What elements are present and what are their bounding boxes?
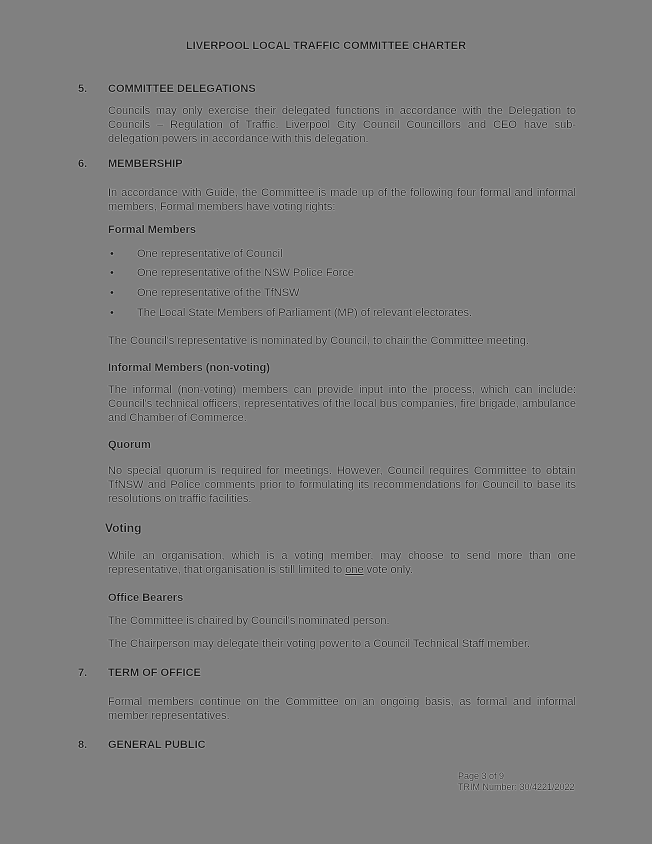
section-6-heading: MEMBERSHIP [108, 158, 183, 170]
chair-note: The Council's representative is nominated by Council, to chair the Committee meeting. [108, 335, 529, 347]
section-5-heading: COMMITTEE DELEGATIONS [108, 83, 256, 95]
office-bearers-text-2: The Chairperson may delegate their voting power to a Council Technical Staff member. [108, 638, 531, 650]
office-bearers-heading: Office Bearers [108, 592, 184, 604]
formal-member-item: The Local State Members of Parliament (MP) of relevant electorates. [137, 307, 473, 319]
formal-member-item: One representative of Council [137, 248, 283, 260]
voting-text-emphasis: one [345, 564, 364, 576]
section-8-number: 8. [78, 739, 88, 751]
section-6-number: 6. [78, 158, 88, 170]
bullet-icon: • [110, 267, 114, 279]
informal-members-text: The informal (non-voting) members can provide input into the process, which can include: Council's technical officers, representatives of the local bus companies, fire brigade, ambulance and Chamber of Commerce. [108, 384, 576, 424]
quorum-text: No special quorum is required for meetings. However, Council requires Committee to obtain TfNSW and Police comments prior to formulating its recommendations for Council to base its resolutions on traffic facilities. [108, 465, 576, 505]
quorum-heading: Quorum [108, 439, 151, 451]
voting-heading: Voting [105, 521, 142, 535]
voting-text [108, 549, 576, 577]
informal-members-heading: Informal Members (non-voting) [108, 362, 270, 374]
section-8-heading: GENERAL PUBLIC [108, 739, 206, 751]
section-5-number: 5. [78, 83, 88, 95]
voting-text-part: vote only. [363, 564, 413, 576]
document-title: LIVERPOOL LOCAL TRAFFIC COMMITTEE CHARTER [185, 40, 467, 52]
formal-member-item: One representative of the NSW Police Force [137, 267, 355, 279]
office-bearers-text-1: The Committee is chaired by Council's nominated person. [108, 615, 390, 627]
voting-text-part: While an organisation, which is a voting member, may choose to send more than one representative, that organisation is still limited to [108, 550, 576, 576]
formal-member-item: One representative of the TfNSW [137, 287, 300, 299]
footer-page-number: Page 3 of 9 [458, 771, 505, 781]
bullet-icon: • [110, 248, 114, 260]
footer-trim-number: TRIM Number: 30/4221/2022 [458, 782, 575, 792]
section-5-paragraph: Councils may only exercise their delegated functions in accordance with the Delegation to Councils – Regulation of Traffic. Liverpool City Council Councillors and CEO have sub-delegation powers in accordance with this delegation. [108, 105, 576, 145]
section-7-number: 7. [78, 667, 88, 679]
section-7-paragraph: Formal members continue on the Committee on an ongoing basis, as formal and informal member representatives. [108, 696, 576, 722]
formal-members-heading: Formal Members [108, 224, 197, 236]
section-7-heading: TERM OF OFFICE [108, 667, 201, 679]
bullet-icon: • [110, 287, 114, 299]
bullet-icon: • [110, 307, 114, 319]
membership-intro: In accordance with Guide, the Committee is made up of the following four formal and informal members, Formal members have voting rights: [108, 187, 576, 213]
